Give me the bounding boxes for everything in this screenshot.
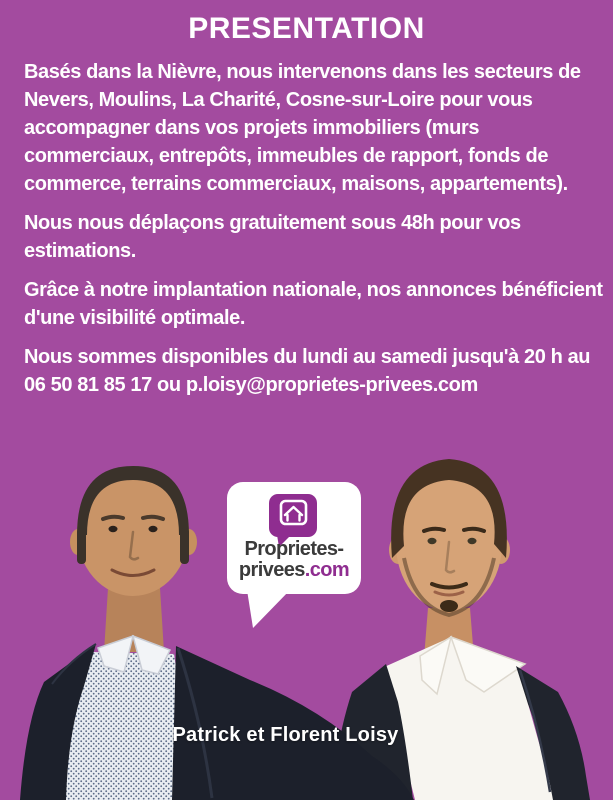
logo-wordmark (227, 539, 361, 581)
florent-eye-right (468, 538, 477, 544)
logo-bubble-tail (247, 590, 290, 628)
body-text-block (24, 58, 604, 410)
logo-line2 (227, 560, 361, 581)
logo-line1: Proprietes- (244, 538, 344, 560)
patrick-sideburn-right (180, 528, 189, 564)
paragraph-sectors: Basés dans la Nièvre, nous intervenons dans les secteurs de Nevers, Moulins, La Charité, Cosne-sur-Loire pour vous accompagner dans vos projets immobiliers (murs commerciaux, entrepôts, immeubles de rapport, fonds de commerce, terrains commerciaux, maisons, appartements). (24, 61, 581, 195)
florent-goatee (440, 600, 458, 612)
brand-logo (227, 482, 361, 628)
logo-word: privees (238, 559, 305, 581)
patrick-eye-left (109, 526, 118, 532)
availability-text: Nous sommes disponibles du lundi au samedi jusqu'à 20 h au (24, 346, 591, 368)
page-title: PRESENTATION (188, 12, 425, 45)
paragraph-availability (24, 343, 604, 399)
email-address: p.loisy@proprietes-privees.com (185, 374, 478, 396)
patrick-sideburn-left (77, 528, 86, 564)
logo-tld: .com (304, 559, 350, 581)
availability-separator: ou (151, 374, 186, 396)
patrick-eye-right (149, 526, 158, 532)
paragraph-visibility: Grâce à notre implantation nationale, nos annonces bénéficient d'une visibilité optimale. (24, 279, 603, 329)
paragraph-estimations: Nous nous déplaçons gratuitement sous 48h pour vos estimations. (24, 212, 521, 262)
phone-number: 06 50 81 85 17 (24, 374, 152, 396)
photo-caption: Patrick et Florent Loisy (172, 724, 399, 746)
photo-area (0, 440, 613, 800)
